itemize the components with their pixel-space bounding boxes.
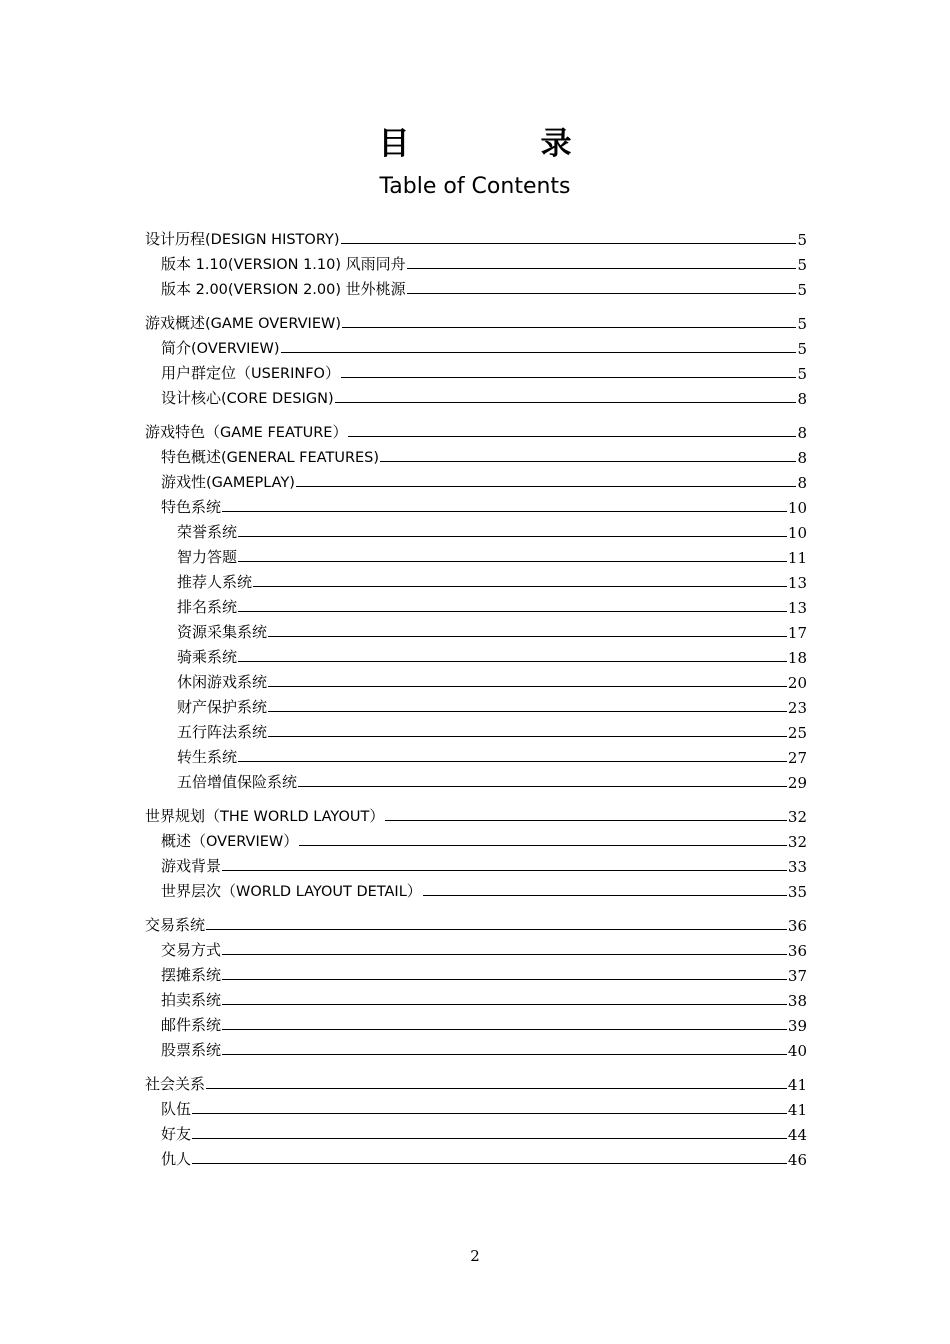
toc-entry-label: 休闲游戏系统 bbox=[177, 673, 268, 691]
toc-entry-label: 设计核心(CORE DESIGN) bbox=[161, 389, 334, 407]
toc-entry-page: 41 bbox=[787, 1076, 807, 1094]
toc-entry-page: 20 bbox=[787, 674, 807, 692]
toc-entry-label: 交易系统 bbox=[145, 916, 206, 934]
toc-leader-line bbox=[268, 735, 787, 737]
toc-entry[interactable] bbox=[145, 1094, 807, 1119]
toc-entry-page: 5 bbox=[797, 281, 807, 299]
toc-entry-page: 39 bbox=[787, 1017, 807, 1035]
toc-entry-label: 队伍 bbox=[161, 1100, 192, 1118]
toc-entry[interactable] bbox=[145, 667, 807, 692]
toc-leader-line bbox=[222, 510, 787, 512]
toc-entry-page: 10 bbox=[787, 499, 807, 517]
toc-entry-label: 拍卖系统 bbox=[161, 991, 222, 1009]
toc-entry[interactable] bbox=[145, 567, 807, 592]
toc-entry[interactable] bbox=[145, 692, 807, 717]
toc-entry-page: 11 bbox=[787, 549, 807, 567]
toc-entry-label: 游戏背景 bbox=[161, 857, 222, 875]
toc-leader-line bbox=[423, 894, 787, 896]
toc-leader-line bbox=[299, 844, 787, 846]
toc-leader-line bbox=[348, 435, 796, 437]
toc-entry-label: 五倍增值保险系统 bbox=[177, 773, 298, 791]
toc-entry-label: 版本 2.00(VERSION 2.00) 世外桃源 bbox=[161, 280, 406, 298]
toc-entry[interactable] bbox=[145, 417, 807, 442]
toc-leader-line bbox=[238, 560, 787, 562]
toc-entry-page: 5 bbox=[797, 256, 807, 274]
toc-leader-line bbox=[407, 267, 797, 269]
toc-leader-line bbox=[380, 460, 796, 462]
toc-entry-page: 36 bbox=[787, 942, 807, 960]
toc-entry-page: 32 bbox=[787, 833, 807, 851]
toc-entry-label: 资源采集系统 bbox=[177, 623, 268, 641]
toc-entry-label: 游戏特色（GAME FEATURE） bbox=[145, 423, 348, 441]
toc-entry[interactable] bbox=[145, 542, 807, 567]
toc-entry[interactable] bbox=[145, 801, 807, 826]
toc-leader-line bbox=[407, 292, 797, 294]
toc-entry-page: 5 bbox=[797, 340, 807, 358]
toc-leader-line bbox=[206, 1087, 787, 1089]
toc-entry-page: 32 bbox=[787, 808, 807, 826]
toc-entry-label: 简介(OVERVIEW) bbox=[161, 339, 280, 357]
toc-entry-page: 5 bbox=[797, 315, 807, 333]
toc-entry-label: 特色系统 bbox=[161, 498, 222, 516]
toc-leader-line bbox=[192, 1162, 787, 1164]
toc-leader-line bbox=[296, 485, 796, 487]
toc-entry[interactable] bbox=[145, 224, 807, 249]
toc-entry-page: 38 bbox=[787, 992, 807, 1010]
toc-entry[interactable] bbox=[145, 249, 807, 274]
toc-leader-line bbox=[238, 535, 787, 537]
toc-leader-line bbox=[281, 351, 797, 353]
toc-entry[interactable] bbox=[145, 935, 807, 960]
toc-entry-label: 财产保护系统 bbox=[177, 698, 268, 716]
toc-entry[interactable] bbox=[145, 742, 807, 767]
toc-leader-line bbox=[206, 928, 787, 930]
toc-entry-page: 27 bbox=[787, 749, 807, 767]
toc-entry[interactable] bbox=[145, 717, 807, 742]
toc-entry[interactable] bbox=[145, 358, 807, 383]
toc-leader-line bbox=[342, 326, 796, 328]
toc-entry-label: 社会关系 bbox=[145, 1075, 206, 1093]
toc-leader-line bbox=[222, 1053, 787, 1055]
toc-entry[interactable] bbox=[145, 642, 807, 667]
toc-entry-label: 游戏性(GAMEPLAY) bbox=[161, 473, 295, 491]
toc-entry-page: 8 bbox=[797, 424, 807, 442]
table-of-contents bbox=[145, 224, 807, 1169]
toc-entry[interactable] bbox=[145, 383, 807, 408]
toc-entry-page: 35 bbox=[787, 883, 807, 901]
toc-entry-page: 8 bbox=[797, 390, 807, 408]
toc-leader-line bbox=[238, 660, 787, 662]
toc-entry-page: 5 bbox=[797, 231, 807, 249]
toc-entry-page: 25 bbox=[787, 724, 807, 742]
toc-entry[interactable] bbox=[145, 1035, 807, 1060]
toc-entry-label: 荣誉系统 bbox=[177, 523, 238, 541]
toc-entry-page: 8 bbox=[797, 474, 807, 492]
page-number: 2 bbox=[470, 1247, 480, 1265]
toc-entry-label: 版本 1.10(VERSION 1.10) 风雨同舟 bbox=[161, 255, 406, 273]
toc-entry[interactable] bbox=[145, 274, 807, 299]
toc-entry-label: 股票系统 bbox=[161, 1041, 222, 1059]
toc-entry[interactable] bbox=[145, 308, 807, 333]
toc-entry-label: 推荐人系统 bbox=[177, 573, 253, 591]
toc-entry-page: 5 bbox=[797, 365, 807, 383]
toc-entry[interactable] bbox=[145, 851, 807, 876]
toc-leader-line bbox=[341, 242, 797, 244]
toc-entry-page: 18 bbox=[787, 649, 807, 667]
toc-entry-page: 46 bbox=[787, 1151, 807, 1169]
toc-leader-line bbox=[298, 785, 787, 787]
toc-leader-line bbox=[268, 635, 787, 637]
toc-entry-page: 40 bbox=[787, 1042, 807, 1060]
toc-entry-label: 转生系统 bbox=[177, 748, 238, 766]
toc-entry[interactable] bbox=[145, 617, 807, 642]
toc-entry-page: 37 bbox=[787, 967, 807, 985]
toc-entry[interactable] bbox=[145, 1069, 807, 1094]
page-title-english: Table of Contents bbox=[379, 174, 571, 199]
toc-leader-line bbox=[268, 710, 787, 712]
toc-entry[interactable] bbox=[145, 1144, 807, 1169]
toc-entry-label: 概述（OVERVIEW） bbox=[161, 832, 299, 850]
toc-entry-page: 33 bbox=[787, 858, 807, 876]
toc-entry-label: 世界层次（WORLD LAYOUT DETAIL） bbox=[161, 882, 422, 900]
page-title-chinese: 目 录 bbox=[378, 126, 622, 162]
toc-entry[interactable] bbox=[145, 592, 807, 617]
toc-entry[interactable] bbox=[145, 985, 807, 1010]
toc-entry-page: 13 bbox=[787, 574, 807, 592]
toc-leader-line bbox=[238, 760, 787, 762]
toc-entry[interactable] bbox=[145, 960, 807, 985]
toc-leader-line bbox=[253, 585, 787, 587]
toc-entry[interactable] bbox=[145, 876, 807, 901]
toc-entry-label: 世界规划（THE WORLD LAYOUT） bbox=[145, 807, 385, 825]
toc-entry-label: 五行阵法系统 bbox=[177, 723, 268, 741]
toc-entry[interactable] bbox=[145, 517, 807, 542]
toc-entry-label: 交易方式 bbox=[161, 941, 222, 959]
toc-entry[interactable] bbox=[145, 826, 807, 851]
toc-entry-label: 智力答题 bbox=[177, 548, 238, 566]
toc-entry-label: 仇人 bbox=[161, 1150, 192, 1168]
toc-entry[interactable] bbox=[145, 467, 807, 492]
toc-entry[interactable] bbox=[145, 333, 807, 358]
toc-entry-page: 41 bbox=[787, 1101, 807, 1119]
toc-entry-label: 摆摊系统 bbox=[161, 966, 222, 984]
toc-entry-page: 17 bbox=[787, 624, 807, 642]
toc-leader-line bbox=[335, 401, 797, 403]
toc-leader-line bbox=[192, 1112, 787, 1114]
toc-entry-label: 邮件系统 bbox=[161, 1016, 222, 1034]
toc-entry-page: 10 bbox=[787, 524, 807, 542]
toc-leader-line bbox=[385, 819, 787, 821]
toc-leader-line bbox=[222, 869, 787, 871]
toc-entry-page: 8 bbox=[797, 449, 807, 467]
toc-entry-label: 骑乘系统 bbox=[177, 648, 238, 666]
toc-leader-line bbox=[222, 1003, 787, 1005]
toc-entry-label: 设计历程(DESIGN HISTORY) bbox=[145, 230, 340, 248]
toc-entry-label: 排名系统 bbox=[177, 598, 238, 616]
toc-leader-line bbox=[192, 1137, 787, 1139]
toc-leader-line bbox=[222, 1028, 787, 1030]
toc-entry[interactable] bbox=[145, 442, 807, 467]
toc-leader-line bbox=[222, 953, 787, 955]
toc-entry-page: 36 bbox=[787, 917, 807, 935]
toc-entry-page: 29 bbox=[787, 774, 807, 792]
toc-entry[interactable] bbox=[145, 492, 807, 517]
toc-leader-line bbox=[268, 685, 787, 687]
toc-leader-line bbox=[341, 376, 796, 378]
toc-entry[interactable] bbox=[145, 1119, 807, 1144]
toc-entry-page: 44 bbox=[787, 1126, 807, 1144]
toc-entry[interactable] bbox=[145, 1010, 807, 1035]
toc-entry-label: 游戏概述(GAME OVERVIEW) bbox=[145, 314, 341, 332]
toc-entry[interactable] bbox=[145, 910, 807, 935]
toc-entry-label: 用户群定位（USERINFO） bbox=[161, 364, 340, 382]
toc-entry[interactable] bbox=[145, 767, 807, 792]
toc-entry-label: 好友 bbox=[161, 1125, 192, 1143]
toc-entry-label: 特色概述(GENERAL FEATURES) bbox=[161, 448, 380, 466]
toc-entry-page: 13 bbox=[787, 599, 807, 617]
toc-leader-line bbox=[222, 978, 787, 980]
toc-entry-page: 23 bbox=[787, 699, 807, 717]
toc-leader-line bbox=[238, 610, 787, 612]
